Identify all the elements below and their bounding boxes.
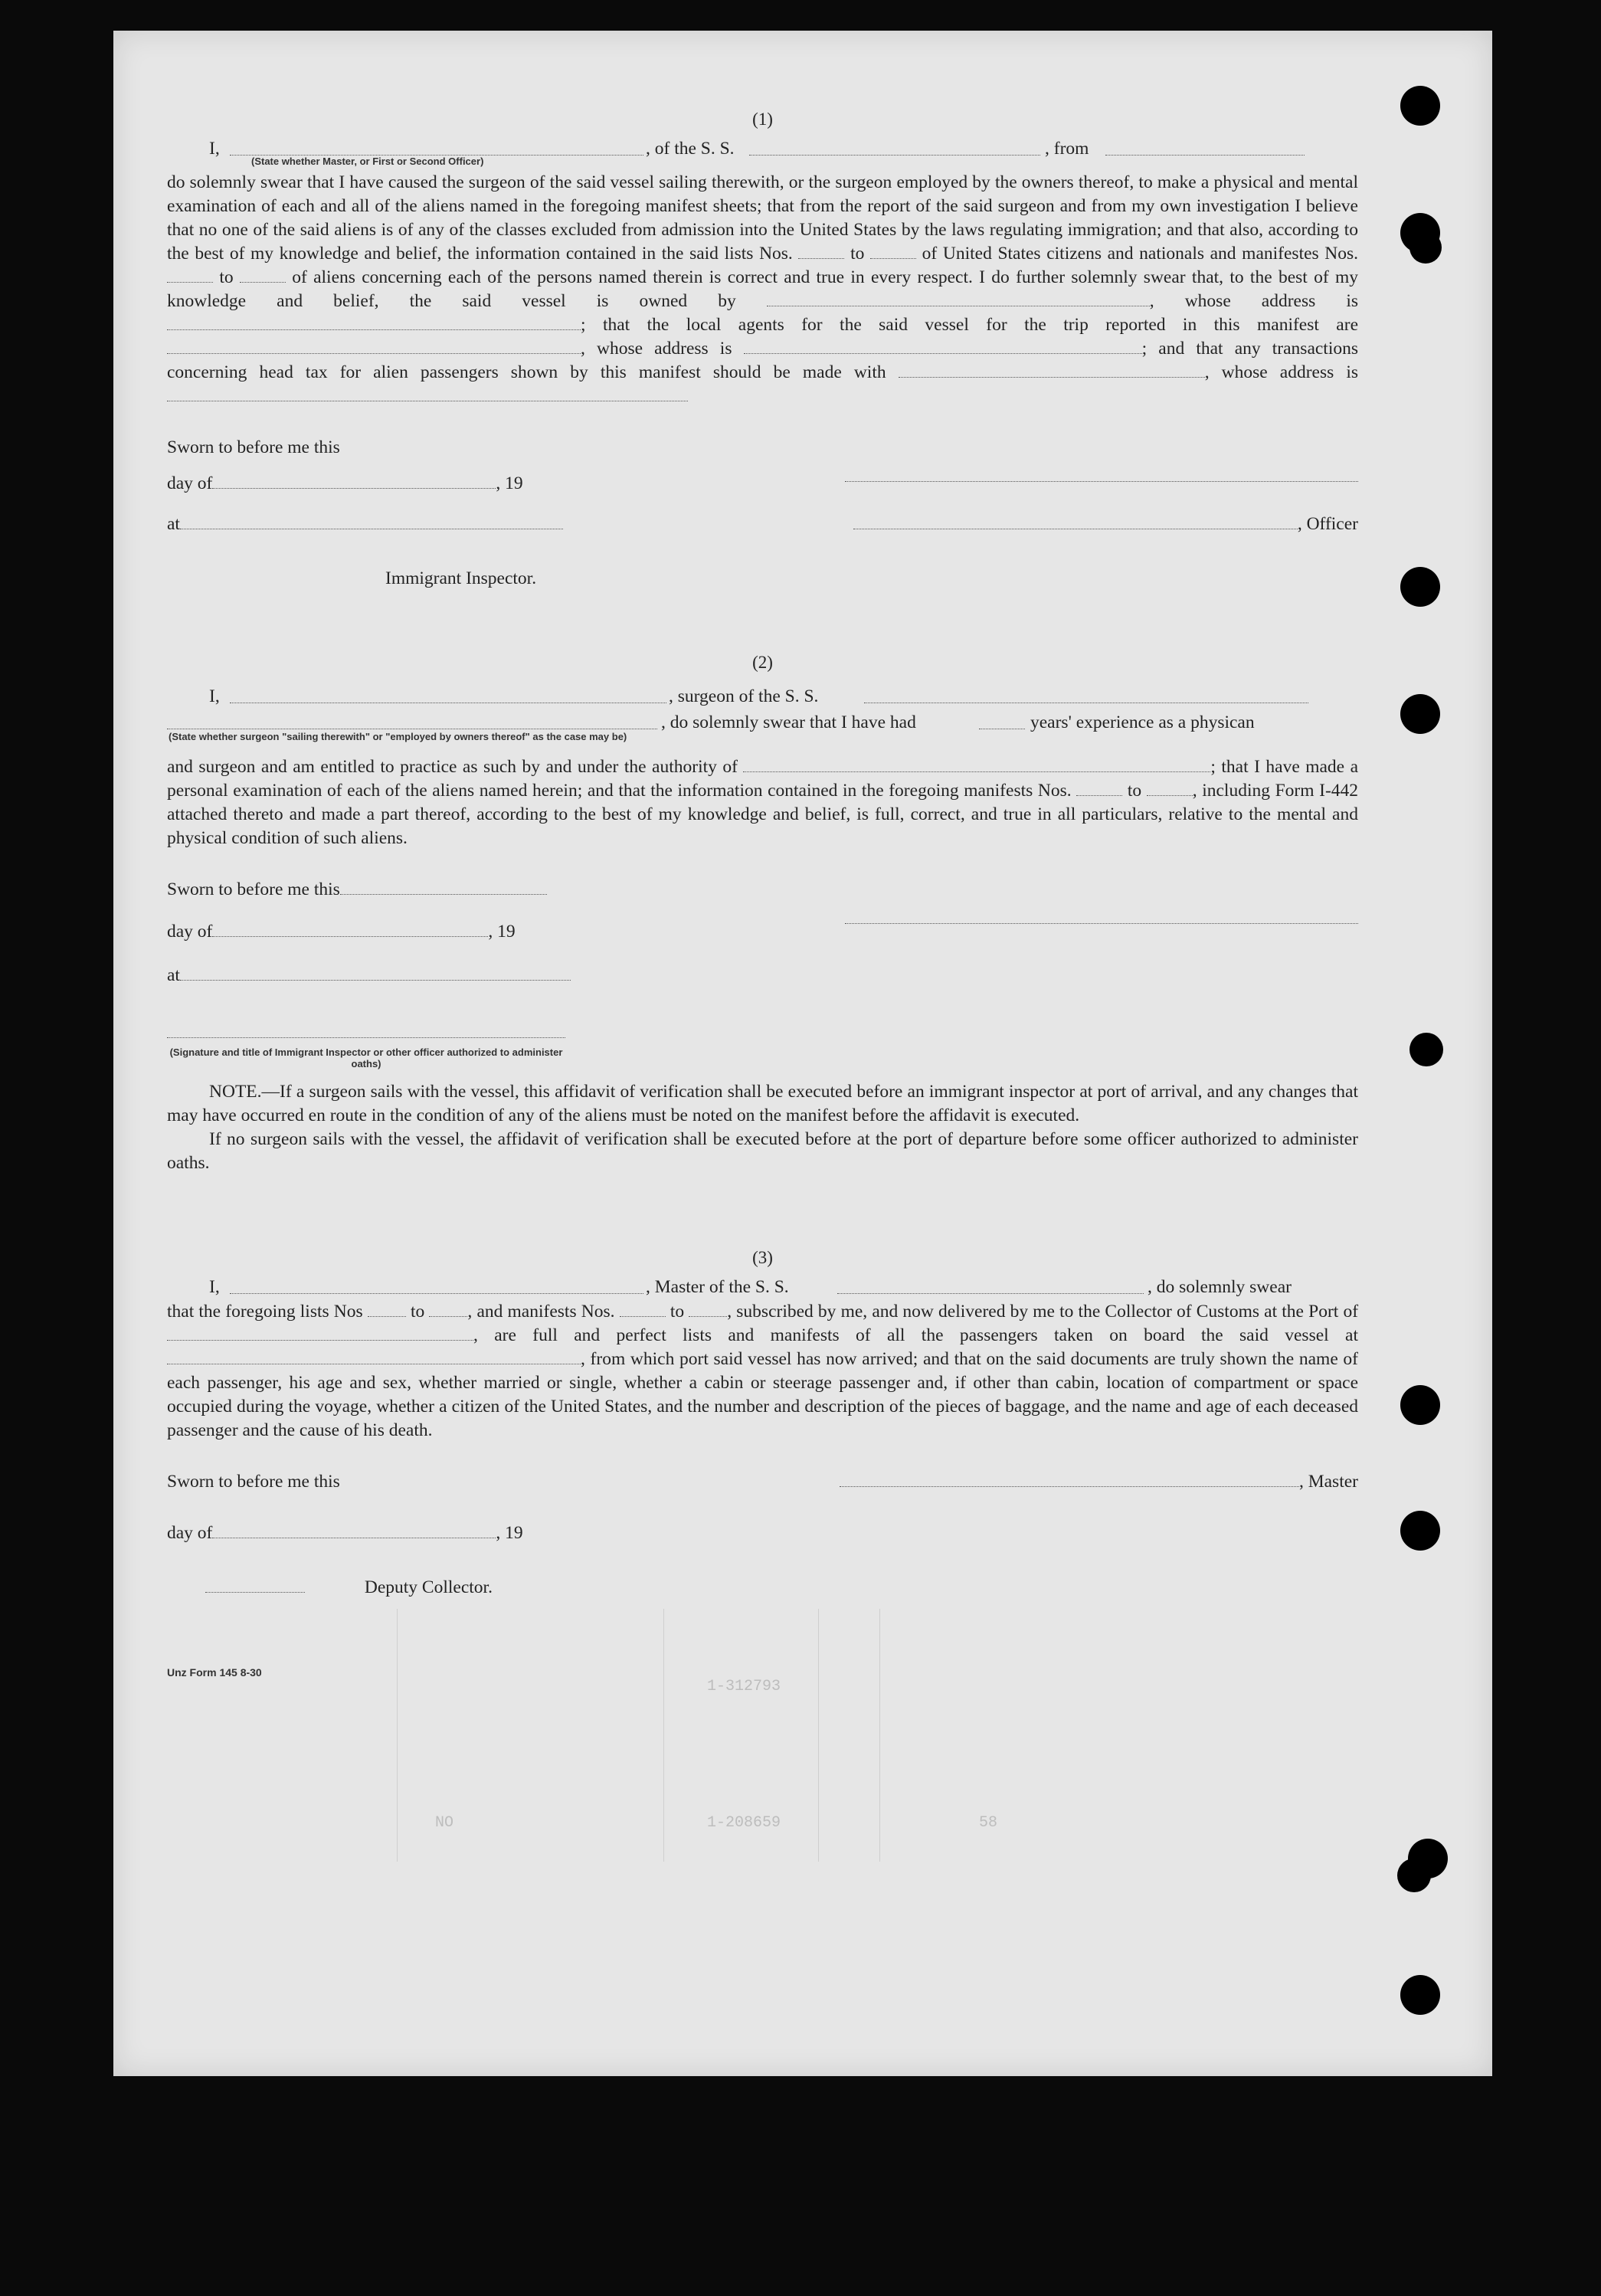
deputy-collector-line: Deputy Collector. [167, 1576, 1358, 1600]
punch-hole [1409, 1033, 1443, 1066]
vessel-name-blank [749, 154, 1040, 156]
document-page [113, 31, 1492, 2076]
bleed-through-text: 1-208659 [707, 1814, 781, 1832]
note-paragraph-2: If no surgeon sails with the vessel, the affidavit of verification shall be executed before at the port of departure before some officer authorized to administer oaths. [167, 1129, 1358, 1173]
bleed-through-text: 1-312793 [707, 1678, 781, 1695]
bleed-through-text: NO [435, 1814, 454, 1832]
section-3-first-line: I, , Master of the S. S. , do solemnly swear [209, 1277, 1292, 1297]
affidavit-text [167, 107, 1358, 1685]
master-signature-blank [840, 1485, 1299, 1487]
immigrant-inspector-label: Immigrant Inspector. [385, 568, 537, 588]
form-number: Unz Form 145 8-30 [167, 1666, 262, 1679]
from-label: , from [1045, 139, 1089, 159]
section-2-body: and surgeon and am entitled to practice as such by and under the authority of ; that I have made a personal examination of each of the aliens named herein; and that the information contained in the foregoing manifests Nos. to , including Form I-442 attached thereto and made a part thereof, according to the best of my knowledge and belief, is full, correct, and true in all particulars, relative to the mental and physical condition of such aliens. [167, 757, 1359, 848]
signature-title-note: (Signature and title of Immigrant Inspector or other officer authorized to administer oaths) [169, 1046, 563, 1069]
section-3-number: (3) [752, 1248, 773, 1267]
officer-title-note: (State whether Master, or First or Second Officer) [251, 156, 484, 167]
section-2-day-line: day of , 19 [167, 920, 1358, 944]
punch-hole [1400, 1511, 1440, 1551]
departure-port-blank [1105, 154, 1305, 156]
punch-hole [1400, 567, 1440, 607]
pronoun-label: I, [209, 139, 220, 159]
punch-hole [1400, 1385, 1440, 1425]
section-2-first-line: I, , surgeon of the S. S. [167, 685, 1358, 711]
section-2-sworn-line: Sworn to before me this [167, 878, 1358, 902]
surgeon-signature-blank [845, 922, 1358, 924]
section-1-body: do solemnly swear that I have caused the surgeon of the said vessel sailing therewith, or the surgeon employed by the owners thereof, to make a physical and mental examination of each and all of the aliens named in the foregoing manifest sheets; that from the report of the said surgeon and from my own investigation I believe that no one of the said aliens is of any of the classes excluded from admission into the United States by the laws regulating immigration; and that also, according to the best of my knowledge and belief, the information contained in the said lists Nos. to of United States citizens and nationals and manifestes Nos. to of aliens concerning each of the persons named therein is correct and true in every respect. I do further solemnly swear that, to the best of my knowledge and belief, the said vessel is owned by , whose address is ; that the local agents for the said vessel for the trip reported in this manifest are , whose address is ; and that any transactions concerning head tax for alien passengers shown by this manifest should be made with , whose address is [167, 171, 1358, 408]
section-1-sworn-line: Sworn to before me this [167, 437, 340, 457]
officer-signature-blank [845, 480, 1358, 482]
punch-hole [1397, 1859, 1431, 1892]
vessel-name-blank [837, 1292, 1144, 1294]
of-ss-label: , of the S. S. [646, 139, 735, 159]
surgeon-type-note: (State whether surgeon "sailing therewith" or "employed by owners thereof" as the case may be) [169, 731, 627, 742]
vessel-name-blank [864, 702, 1308, 703]
section-2-at-line: at [167, 964, 1358, 988]
section-1-number: (1) [752, 110, 773, 129]
section-2-second-line: , do solemnly swear that I have had years' experience as a physican (State whether surgeon "sailing therewith" or "employed by owners thereof" as the case may be) [169, 712, 1255, 742]
section-3-day-line: day of , 19 [167, 1523, 523, 1543]
surgeon-name-blank [230, 702, 666, 703]
signature-title-line [167, 1021, 565, 1045]
bleed-through-text: 58 [979, 1814, 998, 1832]
master-name-blank [230, 1292, 643, 1294]
section-3-body: that the foregoing lists Nos to , and manifests Nos. to , subscribed by me, and now delivered by me to the Collector of Customs at the Port of , are full and perfect lists and manifests of all the passengers taken on board the said vessel at , from which port said vessel has now arrived; and that on the said documents are truly shown the name of each passenger, his age and sex, whether married or single, whether a cabin or steerage passenger and, if other than cabin, location of compartment or space occupied during the voyage, whether a citizen of the United States, and the number and description of the pieces of baggage, and the name and age of each deceased passenger and the cause of his death. [167, 1302, 1359, 1440]
section-1-first-line [167, 137, 1358, 171]
note-paragraph-1: NOTE.—If a surgeon sails with the vessel, this affidavit of verification shall be executed before an immigrant inspector at port of arrival, and any changes that may have occurred en route in the condition of any of the aliens must be noted on the manifest before the affidavit is executed. [167, 1082, 1358, 1125]
section-1-at-line: at , Officer [167, 514, 1358, 534]
section-2-number: (2) [752, 653, 773, 672]
punch-hole [1400, 694, 1440, 734]
section-1-day-line: day of , 19 [167, 472, 1358, 496]
punch-hole [1400, 1975, 1440, 2015]
punch-hole [1400, 86, 1440, 126]
punch-hole [1409, 231, 1442, 264]
years-blank [979, 728, 1025, 729]
section-3-sworn-line: Sworn to before me this , Master [167, 1472, 1358, 1492]
